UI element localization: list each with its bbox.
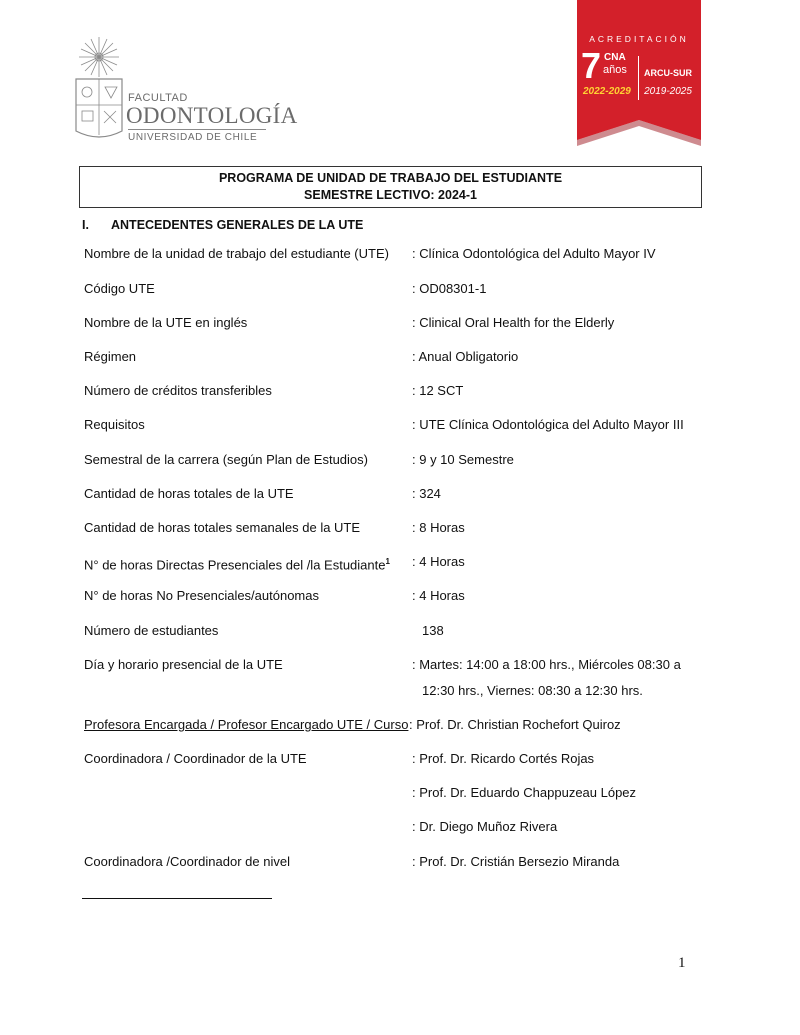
field-label: Día y horario presencial de la UTE [84, 657, 283, 672]
field-label-text: N° de horas Directas Presenciales del /la Estudiante [84, 557, 386, 573]
field-label: Número de créditos transferibles [84, 383, 272, 398]
field-value: 138 [422, 623, 444, 638]
field-value: : 9 y 10 Semestre [412, 452, 514, 467]
section-number: I. [82, 218, 89, 232]
field-value: : UTE Clínica Odontológica del Adulto Mayor III [412, 417, 684, 432]
field-label: Código UTE [84, 281, 155, 296]
document-title: PROGRAMA DE UNIDAD DE TRABAJO DEL ESTUDIANTE [218, 171, 563, 185]
field-value: : 12 SCT [412, 383, 464, 398]
accreditation-ribbon [577, 0, 701, 150]
field-value: : Anual Obligatorio [412, 349, 519, 364]
field-label: Número de estudiantes [84, 623, 219, 638]
field-label: Nombre de la UTE en inglés [84, 315, 248, 330]
document-title-box [79, 166, 702, 208]
field-label: Coordinadora /Coordinador de nivel [84, 854, 290, 869]
section-title: ANTECEDENTES GENERALES DE LA UTE [111, 218, 364, 232]
field-value: : 324 [412, 486, 441, 501]
cna-period: 2022-2029 [583, 86, 631, 97]
field-value: : Clinical Oral Health for the Elderly [412, 315, 615, 330]
footnote-marker: 1 [385, 557, 390, 566]
university-crest-icon [72, 35, 128, 145]
field-value-continuation: 12:30 hrs., Viernes: 08:30 a 12:30 hrs. [422, 683, 643, 698]
field-label: Coordinadora / Coordinador de la UTE [84, 751, 307, 766]
footnote-separator [82, 898, 272, 899]
field-value: : Clínica Odontológica del Adulto Mayor IV [412, 246, 656, 261]
logo-faculty-name: ODONTOLOGÍA [126, 103, 298, 128]
field-value: : 4 Horas [412, 588, 465, 603]
field-label: Régimen [84, 349, 137, 364]
field-value: : Martes: 14:00 a 18:00 hrs., Miércoles 08:30 a [412, 657, 681, 672]
section-heading [82, 218, 363, 232]
field-label: Cantidad de horas totales semanales de la UTE [84, 520, 361, 535]
field-label: Requisitos [84, 417, 145, 432]
logo-university-text: UNIVERSIDAD DE CHILE [128, 132, 258, 143]
field-label: Nombre de la unidad de trabajo del estudiante (UTE) [84, 246, 389, 261]
accreditation-label: ACREDITACIÓN [589, 34, 689, 44]
accreditation-years-number: 7 [581, 45, 602, 86]
field-label: N° de horas No Presenciales/autónomas [84, 588, 319, 603]
logo-faculty-text: FACULTAD [128, 92, 188, 104]
faculty-logo [72, 35, 298, 145]
field-value: : Prof. Dr. Cristián Bersezio Miranda [412, 854, 620, 869]
field-value: : Prof. Dr. Eduardo Chappuzeau López [412, 785, 637, 800]
logo-divider [128, 129, 266, 130]
arcu-sur-label: ARCU-SUR [644, 68, 692, 78]
ribbon-divider [638, 56, 639, 100]
field-value: : Prof. Dr. Ricardo Cortés Rojas [412, 751, 595, 766]
field-label: Profesora Encargada / Profesor Encargado UTE / Curso [84, 717, 409, 732]
field-value: : OD08301-1 [412, 281, 487, 296]
field-value: : 8 Horas [412, 520, 465, 535]
field-value: : Dr. Diego Muñoz Rivera [412, 819, 558, 834]
field-label [84, 553, 390, 573]
arcu-period: 2019-2025 [644, 86, 692, 97]
field-label: Cantidad de horas totales de la UTE [84, 486, 294, 501]
field-value: : 4 Horas [412, 554, 465, 569]
field-label: Semestral de la carrera (según Plan de Estudios) [84, 452, 368, 467]
accreditation-agency: CNA [604, 52, 626, 63]
field-value: : Prof. Dr. Christian Rochefort Quiroz [409, 717, 621, 732]
semester-title: SEMESTRE LECTIVO: 2024-1 [304, 188, 477, 202]
accreditation-years-word: años [603, 64, 627, 76]
page-number: 1 [678, 955, 686, 971]
